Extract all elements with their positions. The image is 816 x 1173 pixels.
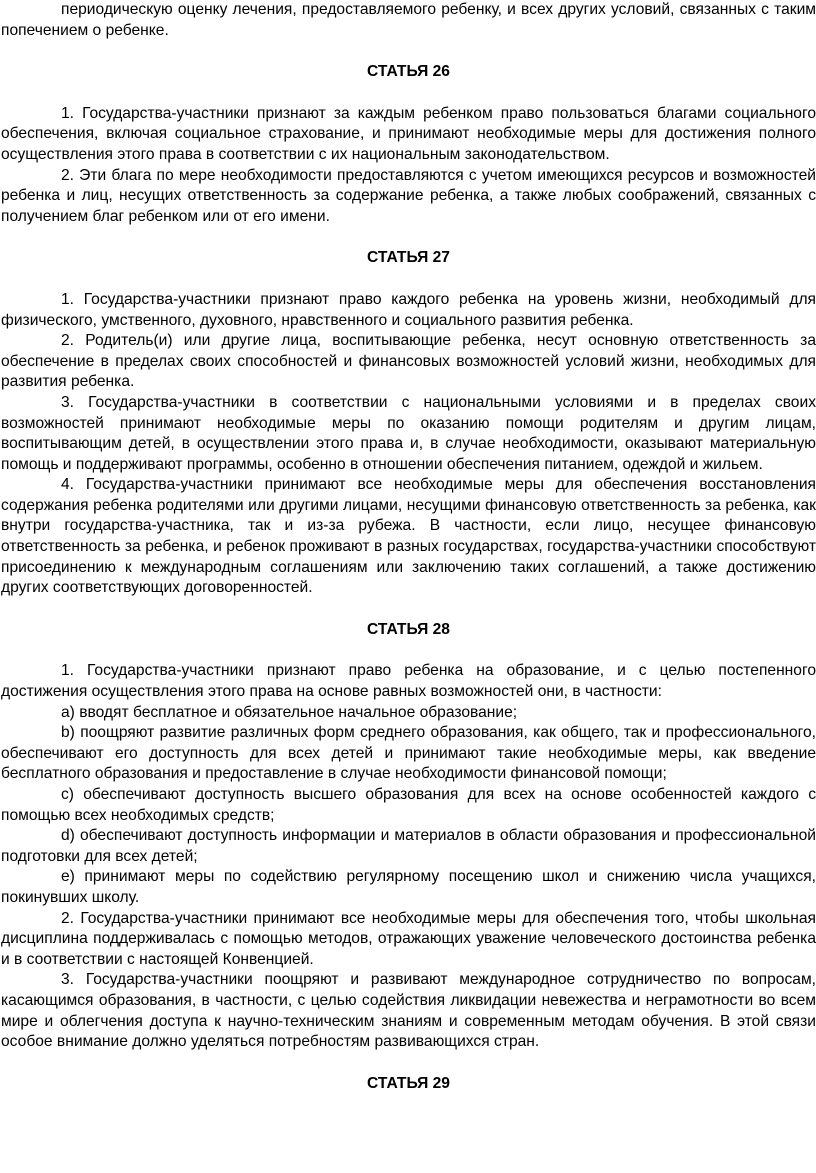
article-heading: СТАТЬЯ 29 (367, 1074, 450, 1092)
intro-paragraph: периодическую оценку лечения, предоставляемого ребенку, и всех других условий, связанных с таким попечением о ребенке. (1, 1, 816, 39)
article-27 (1, 227, 816, 599)
article-paragraph: 1. Государства-участники признают право каждого ребенка на уровень жизни, необходимый для физического, умственного, духовного, нравственного и социального развития ребенка. (1, 290, 816, 329)
article-paragraph: c) обеспечивают доступность высшего образования для всех на основе особенностей каждого с помощью всех необходимых средств; (1, 786, 816, 824)
article-paragraph: a) вводят бесплатное и обязательное начальное образование; (61, 703, 518, 721)
article-26 (1, 41, 816, 227)
article-paragraph: 2. Государства-участники принимают все необходимые меры для обеспечения того, чтобы школьная дисциплина поддерживалась с помощью методов, отражающих уважение человеческого достоинства ребенка и в соответствии с настоящей Конвенцией. (1, 909, 816, 968)
article-paragraph: 4. Государства-участники принимают все необходимые меры для обеспечения восстановления содержания ребенка родителями или другими лицами, несущими финансовую ответственность за ребенка, как внутри государства-участника, так и из-за рубежа. В частности, если лицо, несущее финансовую ответственность за ребенка, и ребенок проживают в разных государствах, государства-участники способствуют присоединению к международным соглашениям или заключению таких соглашений, а также достижению других соответствующих договоренностей. (1, 476, 816, 597)
article-paragraph: 2. Родитель(и) или другие лица, воспитывающие ребенка, несут основную ответственность за обеспечение в пределах своих способностей и финансовых возможностей условий жизни, необходимых для развития ребенка. (1, 332, 816, 391)
article-29 (1, 1053, 816, 1116)
article-paragraph: 2. Эти блага по мере необходимости предоставляются с учетом имеющихся ресурсов и возможностей ребенка и лиц, несущих ответственность за содержание ребенка, а также любых соображений, связанных с получением благ ребенком или от его имени. (1, 166, 816, 225)
article-28 (1, 599, 816, 1053)
article-paragraph: b) поощряют развитие различных форм среднего образования, как общего, так и профессионального, обеспечивают его доступность для всех детей и принимают такие необходимые меры, как введение бесплатного образования и предоставление в случае необходимости финансовой помощи; (1, 724, 816, 783)
article-heading: СТАТЬЯ 26 (367, 63, 450, 81)
article-paragraph: e) принимают меры по содействию регулярному посещению школ и снижению числа учащихся, покинувших школу. (1, 868, 816, 906)
article-paragraph: d) обеспечивают доступность информации и материалов в области образования и профессиональной подготовки для всех детей; (1, 827, 816, 865)
article-paragraph: 3. Государства-участники в соответствии с национальными условиями и в пределах своих возможностей принимают необходимые меры по оказанию помощи родителям и другим лицам, воспитывающим детей, в осуществлении этого права и, в случае необходимости, оказывают материальную помощь и поддерживают программы, особенно в отношении обеспечения питанием, одеждой и жильем. (1, 393, 816, 473)
article-paragraph: 1. Государства-участники признают право ребенка на образование, и с целью постепенного достижения осуществления этого права на основе равных возможностей они, в частности: (1, 662, 816, 701)
article-paragraph: 1. Государства-участники признают за каждым ребенком право пользоваться благами социального обеспечения, включая социальное страхование, и принимают необходимые меры для достижения полного осуществления этого права в соответствии с их национальным законодательством. (1, 104, 816, 163)
article-heading: СТАТЬЯ 28 (367, 620, 450, 638)
article-heading: СТАТЬЯ 27 (367, 249, 450, 267)
article-paragraph: 3. Государства-участники поощряют и развивают международное сотрудничество по вопросам, касающимся образования, в частности, с целью содействия ликвидации невежества и неграмотности во всем мире и облегчения доступа к научно-техническим знаниям и современным методам обучения. В этой связи особое внимание должно уделяться потребностям развивающихся стран. (1, 971, 816, 1051)
